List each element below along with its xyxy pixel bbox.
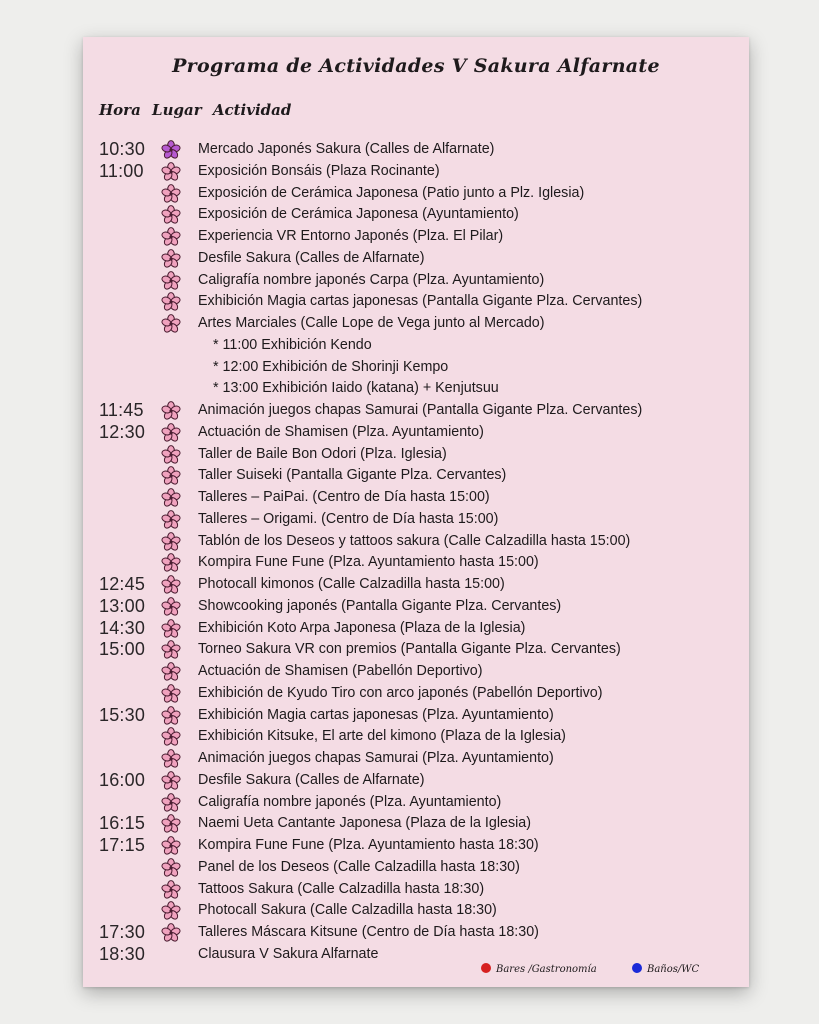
sakura-flower-icon [161,793,181,813]
schedule-row [83,551,749,573]
schedule-activity: Caligrafía nombre japonés (Plza. Ayuntamiento) [198,793,502,810]
legend-bares-label: Bares /Gastronomía [496,964,597,975]
schedule-time: 10:30 [99,139,146,159]
schedule-row [83,791,749,813]
schedule-activity: Kompira Fune Fune (Plza. Ayuntamiento hasta 18:30) [198,837,539,853]
schedule-activity: Talleres – Origami. (Centro de Día hasta 15:00) [198,510,499,527]
schedule-row [83,421,749,443]
schedule-activity: Exhibición Magia cartas japonesas (Plza. Ayuntamiento) [198,706,554,723]
sakura-flower-icon [161,271,181,291]
sakura-flower-icon [161,227,181,247]
blue-dot-icon [632,963,642,973]
sakura-flower-icon [161,771,181,791]
sakura-flower-icon [161,662,181,682]
schedule-row [83,399,749,421]
sakura-flower-icon [161,706,181,726]
schedule-row [83,377,749,399]
schedule-activity: Taller Suiseki (Pantalla Gigante Plza. Cervantes) [198,467,507,484]
sakura-flower-icon [161,249,181,269]
schedule-activity: Torneo Sakura VR con premios (Pantalla Gigante Plza. Cervantes) [198,641,621,658]
schedule-row [83,312,749,334]
schedule-row [83,530,749,552]
schedule-activity: Exhibición Koto Arpa Japonesa (Plaza de la Iglesia) [198,619,526,636]
schedule-row [83,812,749,834]
schedule-row [83,247,749,269]
schedule-activity: Experiencia VR Entorno Japonés (Plza. El Pilar) [198,228,504,244]
sakura-flower-icon [161,488,181,508]
schedule-row [83,856,749,878]
schedule-row [83,269,749,291]
schedule-time: 13:00 [99,595,146,616]
schedule-row [83,725,749,747]
schedule-row [83,682,749,704]
schedule-activity: Exposición Bonsáis (Plaza Rocinante) [198,162,440,179]
schedule-row [83,834,749,856]
schedule-row [83,508,749,530]
legend-banos [632,963,699,975]
schedule-row [83,617,749,639]
schedule-time: 17:15 [99,835,146,855]
schedule-row [83,464,749,486]
schedule-time: 14:30 [99,617,146,638]
sakura-flower-icon [161,532,181,552]
legend-bares [481,963,597,975]
schedule-row [83,899,749,921]
schedule-row [83,160,749,182]
schedule-row [83,660,749,682]
sakura-flower-icon [161,880,181,900]
sakura-flower-icon [161,901,181,921]
schedule-activity: * 11:00 Exhibición Kendo [213,336,372,353]
schedule-time: 15:30 [99,704,146,725]
schedule-time: 15:00 [99,639,146,660]
schedule-activity: Desfile Sakura (Calles de Alfarnate) [198,249,425,266]
schedule-row [83,943,749,965]
schedule-activity: Desfile Sakura (Calles de Alfarnate) [198,771,425,788]
schedule-row [83,638,749,660]
sakura-flower-icon [161,836,181,856]
sakura-flower-icon [161,640,181,660]
schedule-activity: Actuación de Shamisen (Plza. Ayuntamiento) [198,423,484,440]
schedule-time: 11:00 [99,160,144,181]
schedule-row [83,203,749,225]
sakura-flower-icon [161,553,181,573]
schedule-time: 16:15 [99,813,146,834]
schedule-row [83,182,749,204]
schedule-activity: * 13:00 Exhibición Iaido (katana) + Kenjutsuu [213,380,499,397]
schedule-row [83,290,749,312]
header-hora: Hora [99,101,141,119]
schedule-time: 12:30 [99,421,146,442]
schedule-row [83,138,749,160]
schedule-activity: Mercado Japonés Sakura (Calles de Alfarnate) [198,141,495,157]
schedule-activity: Exhibición Magia cartas japonesas (Pantalla Gigante Plza. Cervantes) [198,293,643,310]
sakura-flower-icon [161,858,181,878]
schedule-row [83,225,749,247]
schedule-row [83,486,749,508]
schedule-row [83,878,749,900]
schedule-activity: Talleres – PaiPai. (Centro de Día hasta 15:00) [198,489,490,505]
sakura-flower-icon [161,597,181,617]
schedule-row [83,334,749,356]
schedule-row [83,704,749,726]
schedule-activity: Exposición de Cerámica Japonesa (Ayuntamiento) [198,206,519,223]
schedule-row [83,443,749,465]
schedule-activity: Animación juegos chapas Samurai (Plza. Ayuntamiento) [198,750,554,766]
schedule-activity: Taller de Baile Bon Odori (Plza. Iglesia) [198,445,447,462]
schedule-activity: Exhibición Kitsuke, El arte del kimono (Plaza de la Iglesia) [198,728,566,745]
schedule-row [83,921,749,943]
schedule-row [83,356,749,378]
red-dot-icon [481,963,491,973]
schedule-activity: Kompira Fune Fune (Plza. Ayuntamiento hasta 15:00) [198,554,539,571]
sakura-flower-icon [161,619,181,639]
sakura-flower-icon [161,292,181,312]
schedule-activity: Tablón de los Deseos y tattoos sakura (Calle Calzadilla hasta 15:00) [198,532,631,549]
schedule-activity: Actuación de Shamisen (Pabellón Deportivo) [198,663,483,679]
sakura-flower-icon [161,749,181,769]
schedule-activity: Artes Marciales (Calle Lope de Vega junto al Mercado) [198,315,545,331]
sakura-flower-icon [161,314,181,334]
schedule-activity: Tattoos Sakura (Calle Calzadilla hasta 18:30) [198,880,485,897]
sakura-flower-icon [161,140,181,160]
sakura-flower-icon [161,401,181,421]
schedule-activity: Naemi Ueta Cantante Japonesa (Plaza de la Iglesia) [198,815,531,832]
schedule-activity: Talleres Máscara Kitsune (Centro de Día hasta 18:30) [198,924,539,940]
sakura-flower-icon [161,445,181,465]
schedule-activity: Showcooking japonés (Pantalla Gigante Plza. Cervantes) [198,597,562,614]
schedule-time: 11:45 [99,400,144,420]
sakura-flower-icon [161,466,181,486]
schedule-time: 17:30 [99,922,146,942]
sakura-flower-icon [161,162,181,182]
column-header [99,101,297,119]
schedule-row [83,573,749,595]
schedule-activity: Caligrafía nombre japonés Carpa (Plza. Ayuntamiento) [198,271,545,288]
sakura-flower-icon [161,684,181,704]
program-title: Programa de Actividades V Sakura Alfarnate [172,55,660,77]
schedule-time: 18:30 [99,943,146,964]
sakura-flower-icon [161,423,181,443]
schedule-activity: Clausura V Sakura Alfarnate [198,945,379,962]
schedule-activity: Photocall kimonos (Calle Calzadilla hasta 15:00) [198,576,505,592]
schedule-row [83,747,749,769]
schedule-list [83,138,749,965]
schedule-activity: Panel de los Deseos (Calle Calzadilla hasta 18:30) [198,858,520,875]
sakura-flower-icon [161,814,181,834]
header-actividad: Actividad [212,101,292,119]
schedule-activity: Exhibición de Kyudo Tiro con arco japonés (Pabellón Deportivo) [198,684,603,701]
schedule-time: 12:45 [99,574,146,594]
schedule-row [83,595,749,617]
schedule-activity: Photocall Sakura (Calle Calzadilla hasta 18:30) [198,902,497,919]
schedule-row [83,769,749,791]
sakura-flower-icon [161,575,181,595]
schedule-time: 16:00 [99,769,146,790]
legend-banos-label: Baños/WC [647,964,700,975]
sakura-flower-icon [161,727,181,747]
sakura-flower-icon [161,205,181,225]
program-sheet [83,37,749,987]
schedule-activity: Exposición de Cerámica Japonesa (Patio junto a Plz. Iglesia) [198,184,585,201]
schedule-activity: * 12:00 Exhibición de Shorinji Kempo [213,358,449,375]
sakura-flower-icon [161,923,181,943]
schedule-activity: Animación juegos chapas Samurai (Pantalla Gigante Plza. Cervantes) [198,402,643,418]
header-lugar: Lugar [152,101,202,119]
sakura-flower-icon [161,510,181,530]
sakura-flower-icon [161,184,181,204]
